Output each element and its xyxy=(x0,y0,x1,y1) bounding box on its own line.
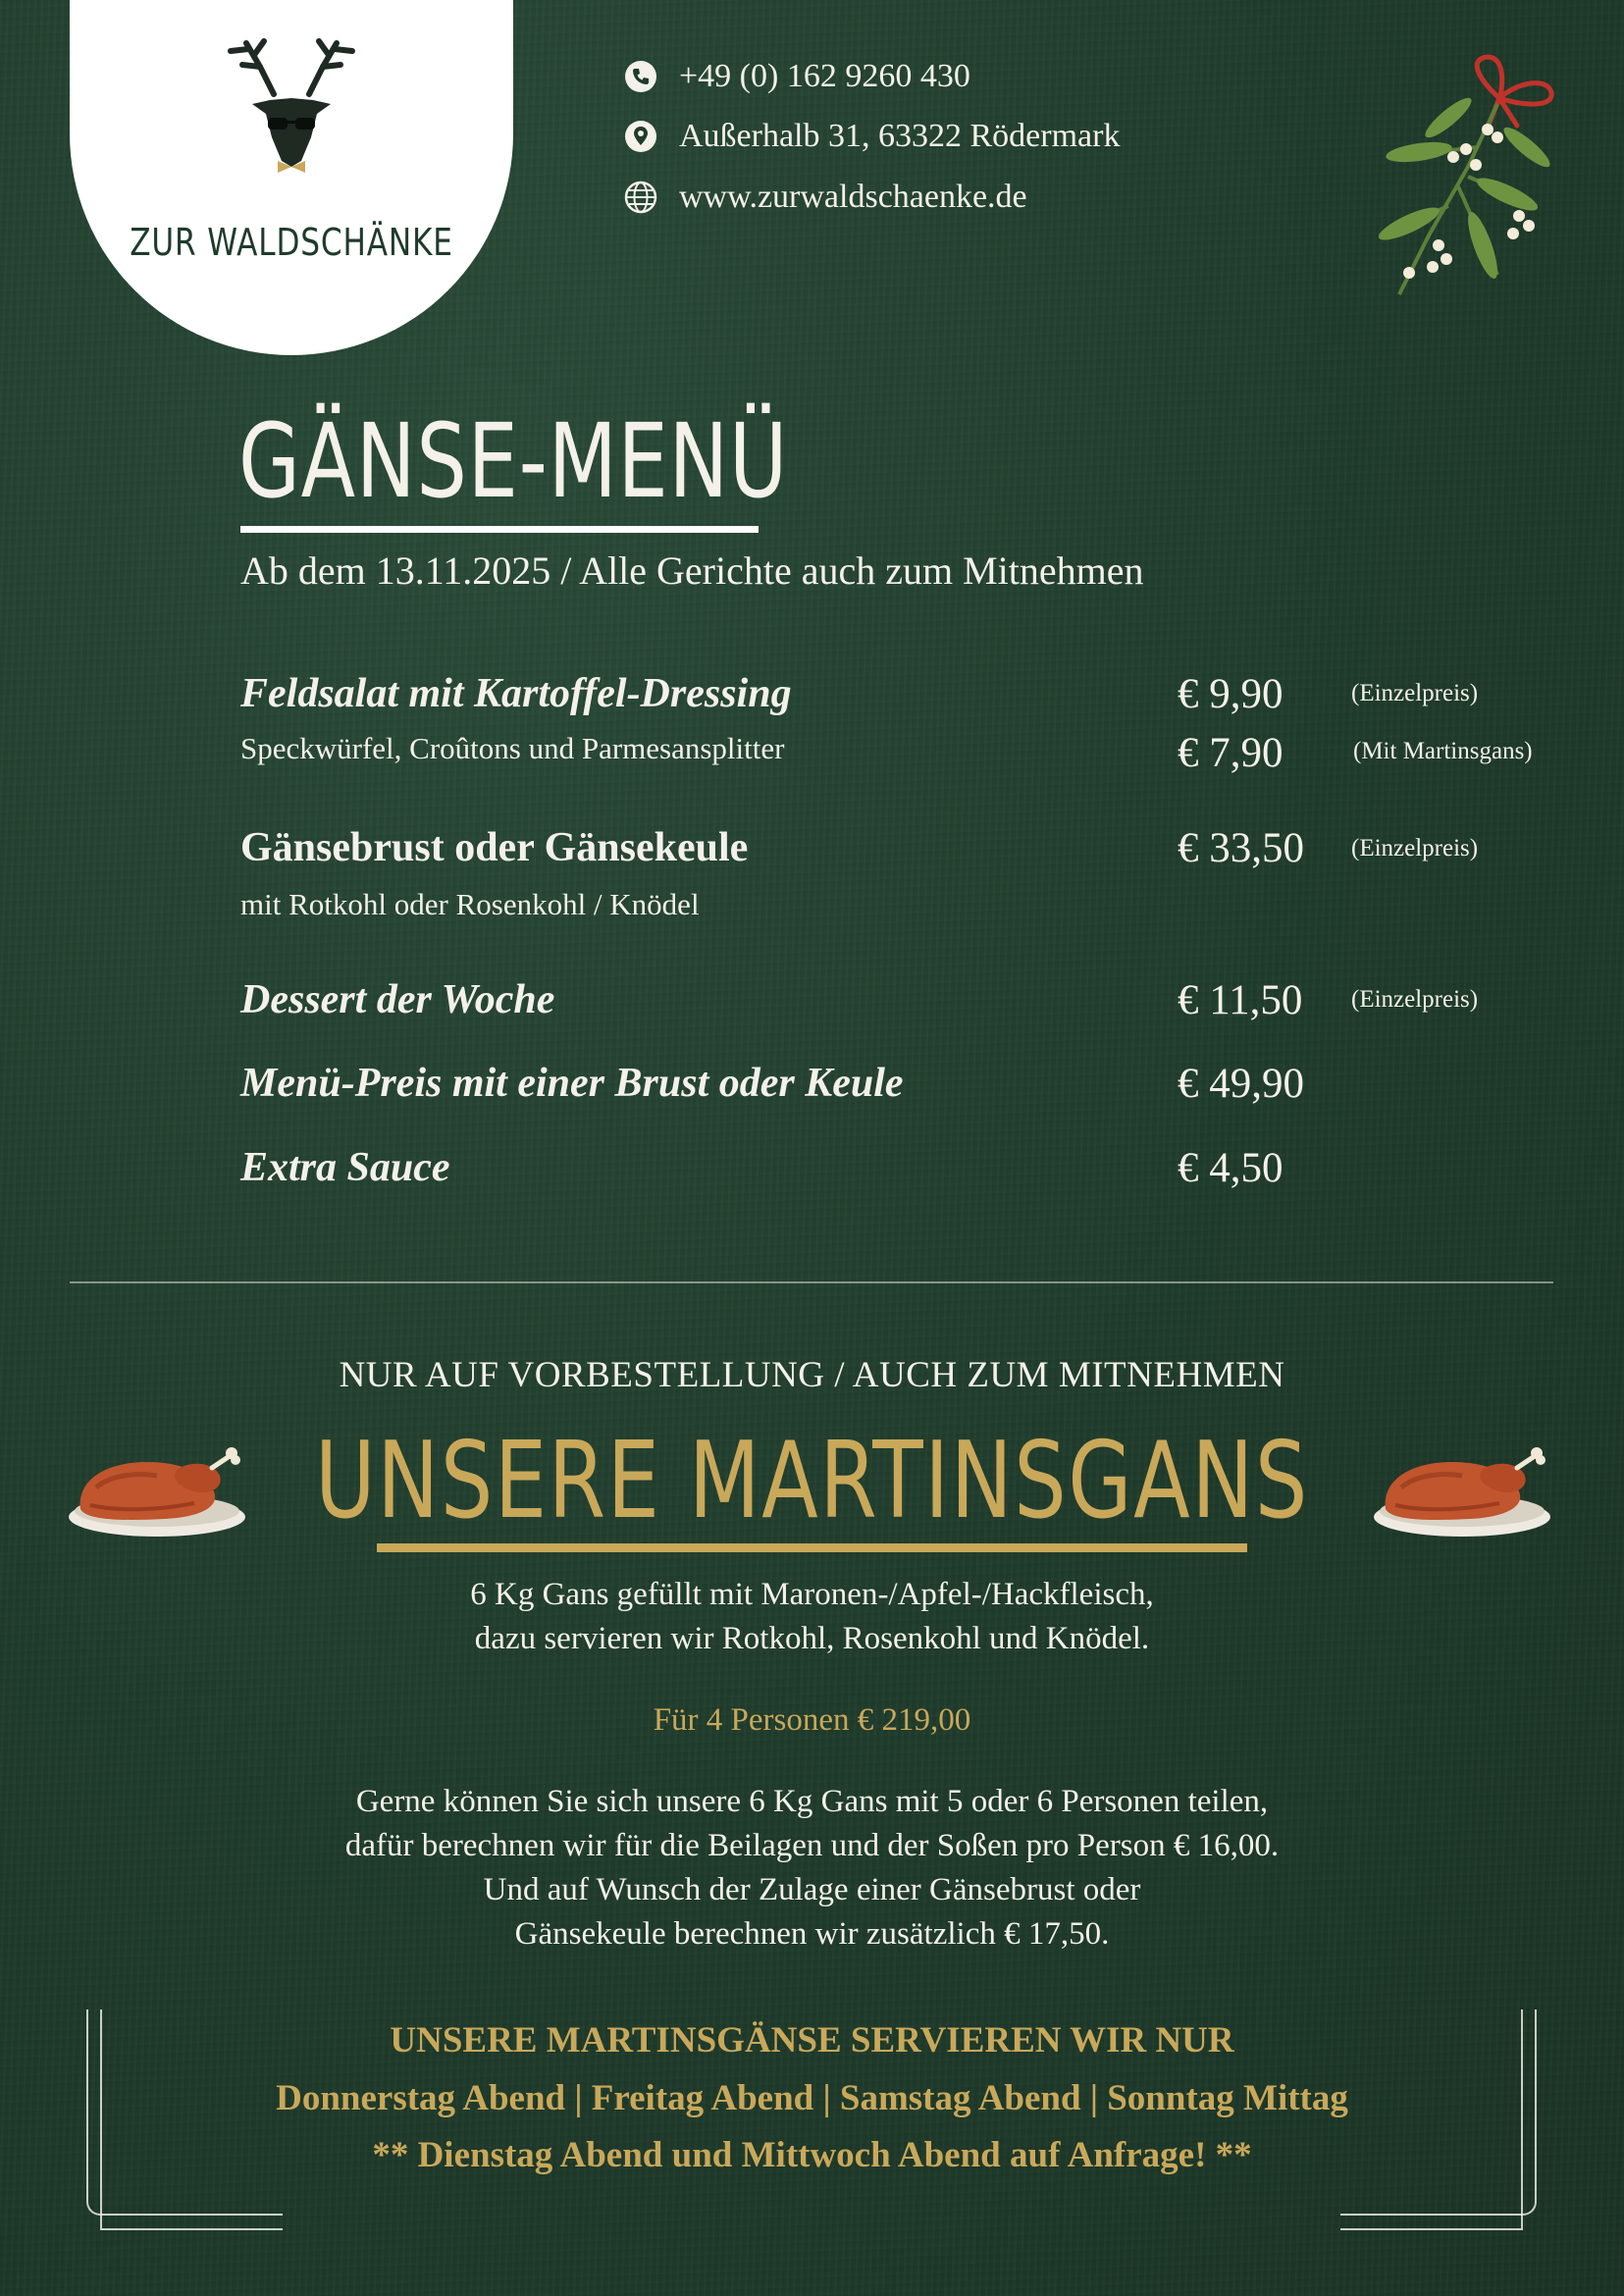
menu-item-description: mit Rotkohl oder Rosenkohl / Knödel xyxy=(240,887,700,921)
menu-item-name: Menü-Preis mit einer Brust oder Keule xyxy=(240,1061,904,1106)
phone-number: +49 (0) 162 9260 430 xyxy=(679,58,970,94)
logo-name: ZUR WALDSCHÄNKE xyxy=(130,221,453,264)
martinsgans-underline xyxy=(377,1543,1247,1552)
contact-phone[interactable] xyxy=(624,53,970,100)
menu-item-price-note: (Einzelpreis) xyxy=(1351,680,1479,706)
martinsgans-description-line: dazu servieren wir Rotkohl, Rosenkohl und Knödel. xyxy=(474,1621,1150,1656)
share-info-line: dafür berechnen wir für die Beilagen und der Soßen pro Person € 16,00. xyxy=(344,1828,1280,1863)
mistletoe-icon xyxy=(1350,49,1564,306)
share-info-line: Gerne können Sie sich unsere 6 Kg Gans mit 5 oder 6 Personen teilen, xyxy=(355,1784,1269,1819)
preorder-notice: NUR AUF VORBESTELLUNG / AUCH ZUM MITNEHMEN xyxy=(339,1355,1285,1395)
menu-item-price: € 4,50 xyxy=(1178,1145,1283,1191)
share-info-line: Und auf Wunsch der Zulage einer Gänsebrust oder xyxy=(483,1872,1141,1907)
globe-icon xyxy=(624,181,657,214)
phone-icon xyxy=(624,60,657,93)
menu-item-description: Speckwürfel, Croûtons und Parmesansplitter xyxy=(240,731,785,765)
menu-item-price-note: (Einzelpreis) xyxy=(1351,986,1479,1013)
martinsgans-description-line: 6 Kg Gans gefüllt mit Maronen-/Apfel-/Hackfleisch, xyxy=(470,1577,1154,1612)
section-divider xyxy=(70,1281,1553,1283)
page-title: GÄNSE-MENÜ xyxy=(238,401,789,521)
serving-days: Donnerstag Abend | Freitag Abend | Samstag Abend | Sonntag Mittag xyxy=(276,2078,1348,2118)
menu-item-price: € 11,50 xyxy=(1178,977,1303,1023)
menu-item-price: € 33,50 xyxy=(1178,825,1304,871)
menu-item-price: € 49,90 xyxy=(1178,1061,1304,1107)
location-pin-icon xyxy=(624,120,657,153)
page-subtitle: Ab dem 13.11.2025 / Alle Gerichte auch zum Mitnehmen xyxy=(240,548,1144,593)
website-link: www.zurwaldschaenke.de xyxy=(679,179,1027,215)
title-underline xyxy=(240,526,759,533)
address-text: Außerhalb 31, 63322 Rödermark xyxy=(679,118,1121,154)
serving-note: ** Dienstag Abend und Mittwoch Abend auf Anfrage! ** xyxy=(372,2135,1252,2175)
menu-item-name: Dessert der Woche xyxy=(240,977,555,1022)
menu-item-name: Gänsebrust oder Gänsekeule xyxy=(240,825,749,870)
menu-item-name: Feldsalat mit Kartoffel-Dressing xyxy=(240,671,792,716)
menu-item-price-note: (Einzelpreis) xyxy=(1351,835,1479,861)
deer-head-logo-icon xyxy=(213,35,370,175)
menu-item-price-alt: € 7,90 xyxy=(1178,730,1283,776)
serving-heading: UNSERE MARTINSGÄNSE SERVIEREN WIR NUR xyxy=(390,2020,1234,2061)
martinsgans-price: Für 4 Personen € 219,00 xyxy=(653,1702,971,1738)
menu-item-price-alt-note: (Mit Martinsgans) xyxy=(1353,738,1533,764)
contact-website[interactable] xyxy=(624,174,1027,221)
menu-item-name: Extra Sauce xyxy=(240,1145,450,1190)
share-info-line: Gänsekeule berechnen wir zusätzlich € 17,50. xyxy=(514,1916,1110,1952)
menu-item-price: € 9,90 xyxy=(1178,671,1283,717)
martinsgans-title: UNSERE MARTINSGANS xyxy=(315,1420,1309,1542)
contact-address[interactable] xyxy=(624,113,1120,160)
